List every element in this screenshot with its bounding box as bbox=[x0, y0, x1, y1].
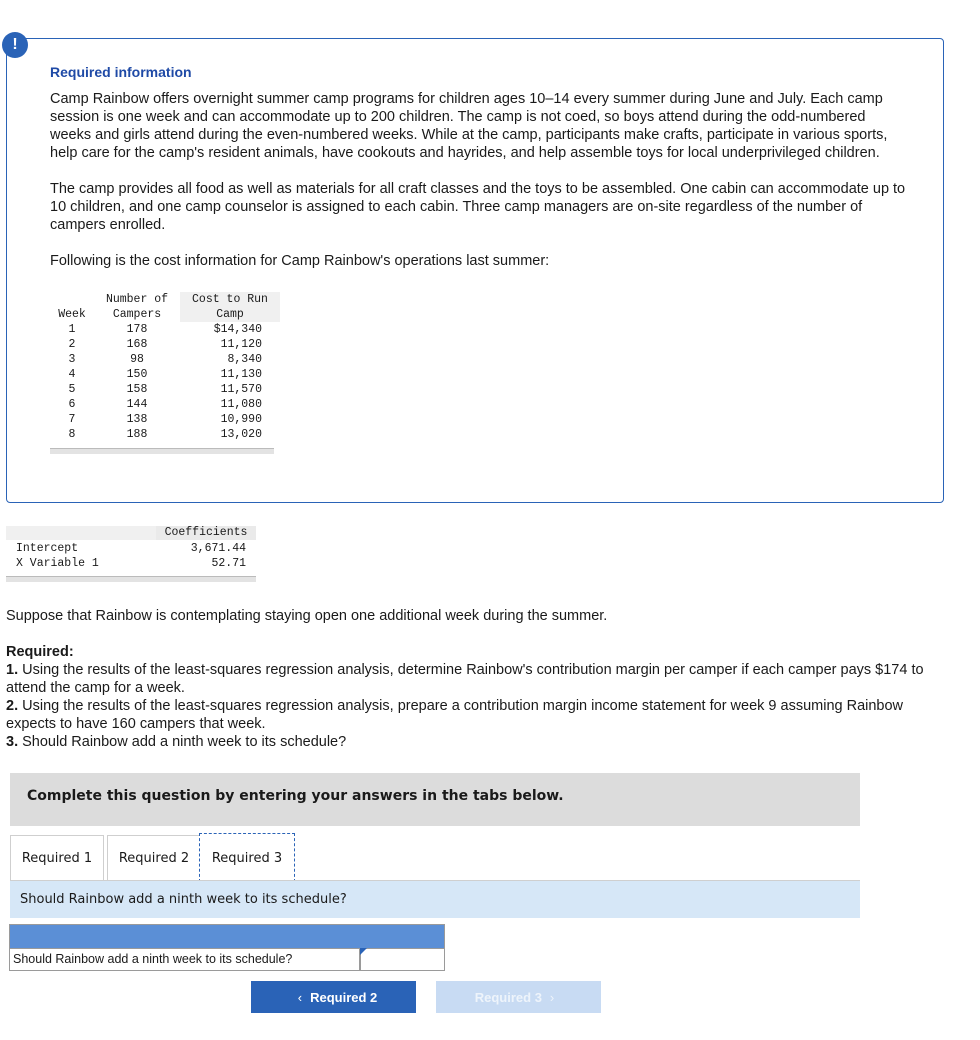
instructions-text: Complete this question by entering your answers in the tabs below. bbox=[27, 788, 564, 804]
table-row: 8 188 13,020 bbox=[68, 428, 262, 441]
question-prompt: Should Rainbow add a ninth week to its schedule? bbox=[20, 892, 347, 907]
required-item-2: 2. Using the results of the least-squares regression analysis, prepare a contribution margin income statement for week 9 assuming Rainbow expects to have 160 campers that week. bbox=[6, 698, 904, 732]
info-paragraph-3: Following is the cost information for Camp Rainbow's operations last summer: bbox=[50, 253, 550, 269]
table-divider bbox=[6, 576, 256, 582]
next-button-label: Required 3 bbox=[474, 989, 542, 1005]
intercept-label: Intercept bbox=[16, 542, 79, 555]
answer-table bbox=[9, 924, 445, 971]
answer-label: Should Rainbow add a ninth week to its schedule? bbox=[13, 952, 293, 966]
required-list bbox=[6, 643, 956, 751]
tab-required-3[interactable]: Required 3 bbox=[199, 833, 295, 882]
instructions-panel bbox=[10, 773, 860, 826]
next-required-button[interactable] bbox=[436, 981, 601, 1013]
info-title: Required information bbox=[50, 64, 192, 80]
chevron-left-icon: ‹ bbox=[297, 989, 303, 1005]
x-variable-row bbox=[16, 556, 256, 571]
table-shade bbox=[6, 526, 156, 540]
table-divider bbox=[50, 448, 274, 454]
table-row: 1 178 $14,340 bbox=[68, 323, 262, 336]
header-campers: Number of Campers bbox=[105, 293, 169, 321]
info-paragraph-2: The camp provides all food as well as materials for all craft classes and the toys to be assembled. One cabin can accommodate up to 10 children, and one camp counselor is assigned to each cabin. Three camp managers are on-site regardless of the number of campers enrolled. bbox=[50, 181, 906, 233]
header-week: Week bbox=[58, 308, 86, 321]
table-row: 2 168 11,120 bbox=[68, 338, 262, 351]
required-item-1: 1. Using the results of the least-squares regression analysis, determine Rainbow's contribution margin per camper if each camper pays $174 to attend the camp for a week. bbox=[6, 662, 924, 696]
tab-bar bbox=[10, 833, 860, 881]
info-paragraph-1: Camp Rainbow offers overnight summer camp programs for children ages 10–14 every summer during June and July. Each camp session is one week and can accommodate up to 200 children. The camp is not coed, so boys attend during the odd-numbered weeks and girls attend during the even-numbered weeks. While at the camp, participants make crafts, participate in various sports, help care for the camp's resident animals, have cookouts and hayrides, and help assemble toys for local underprivileged children. bbox=[50, 91, 888, 161]
cost-table bbox=[50, 292, 280, 442]
answer-table-header bbox=[10, 925, 444, 949]
scenario-text: Suppose that Rainbow is contemplating staying open one additional week during the summer. bbox=[6, 608, 608, 624]
previous-button-label: Required 2 bbox=[310, 989, 378, 1005]
required-information-box bbox=[6, 38, 944, 503]
table-row: 5 158 11,570 bbox=[68, 383, 262, 396]
coefficients-header: Coefficients bbox=[156, 526, 256, 540]
table-row: 3 98 8,340 bbox=[68, 353, 262, 366]
alert-icon: ! bbox=[2, 32, 28, 58]
required-heading: Required: bbox=[6, 644, 74, 660]
chevron-right-icon: › bbox=[549, 989, 555, 1005]
header-cost: Cost to Run Camp bbox=[180, 292, 280, 322]
required-item-3: 3. Should Rainbow add a ninth week to its schedule? bbox=[6, 734, 347, 750]
x-variable-value: 52.71 bbox=[211, 557, 246, 570]
answer-row bbox=[10, 949, 444, 971]
tab-required-1[interactable]: Required 1 bbox=[10, 835, 104, 881]
previous-required-button[interactable] bbox=[251, 981, 416, 1013]
table-row: 4 150 11,130 bbox=[68, 368, 262, 381]
table-row: 6 144 11,080 bbox=[68, 398, 262, 411]
intercept-row bbox=[16, 541, 256, 556]
intercept-value: 3,671.44 bbox=[190, 542, 246, 555]
question-prompt-bar bbox=[10, 881, 860, 918]
table-row: 7 138 10,990 bbox=[68, 413, 262, 426]
x-variable-label: X Variable 1 bbox=[16, 557, 99, 570]
answer-dropdown[interactable] bbox=[359, 948, 445, 971]
tab-required-2[interactable]: Required 2 bbox=[107, 835, 201, 881]
